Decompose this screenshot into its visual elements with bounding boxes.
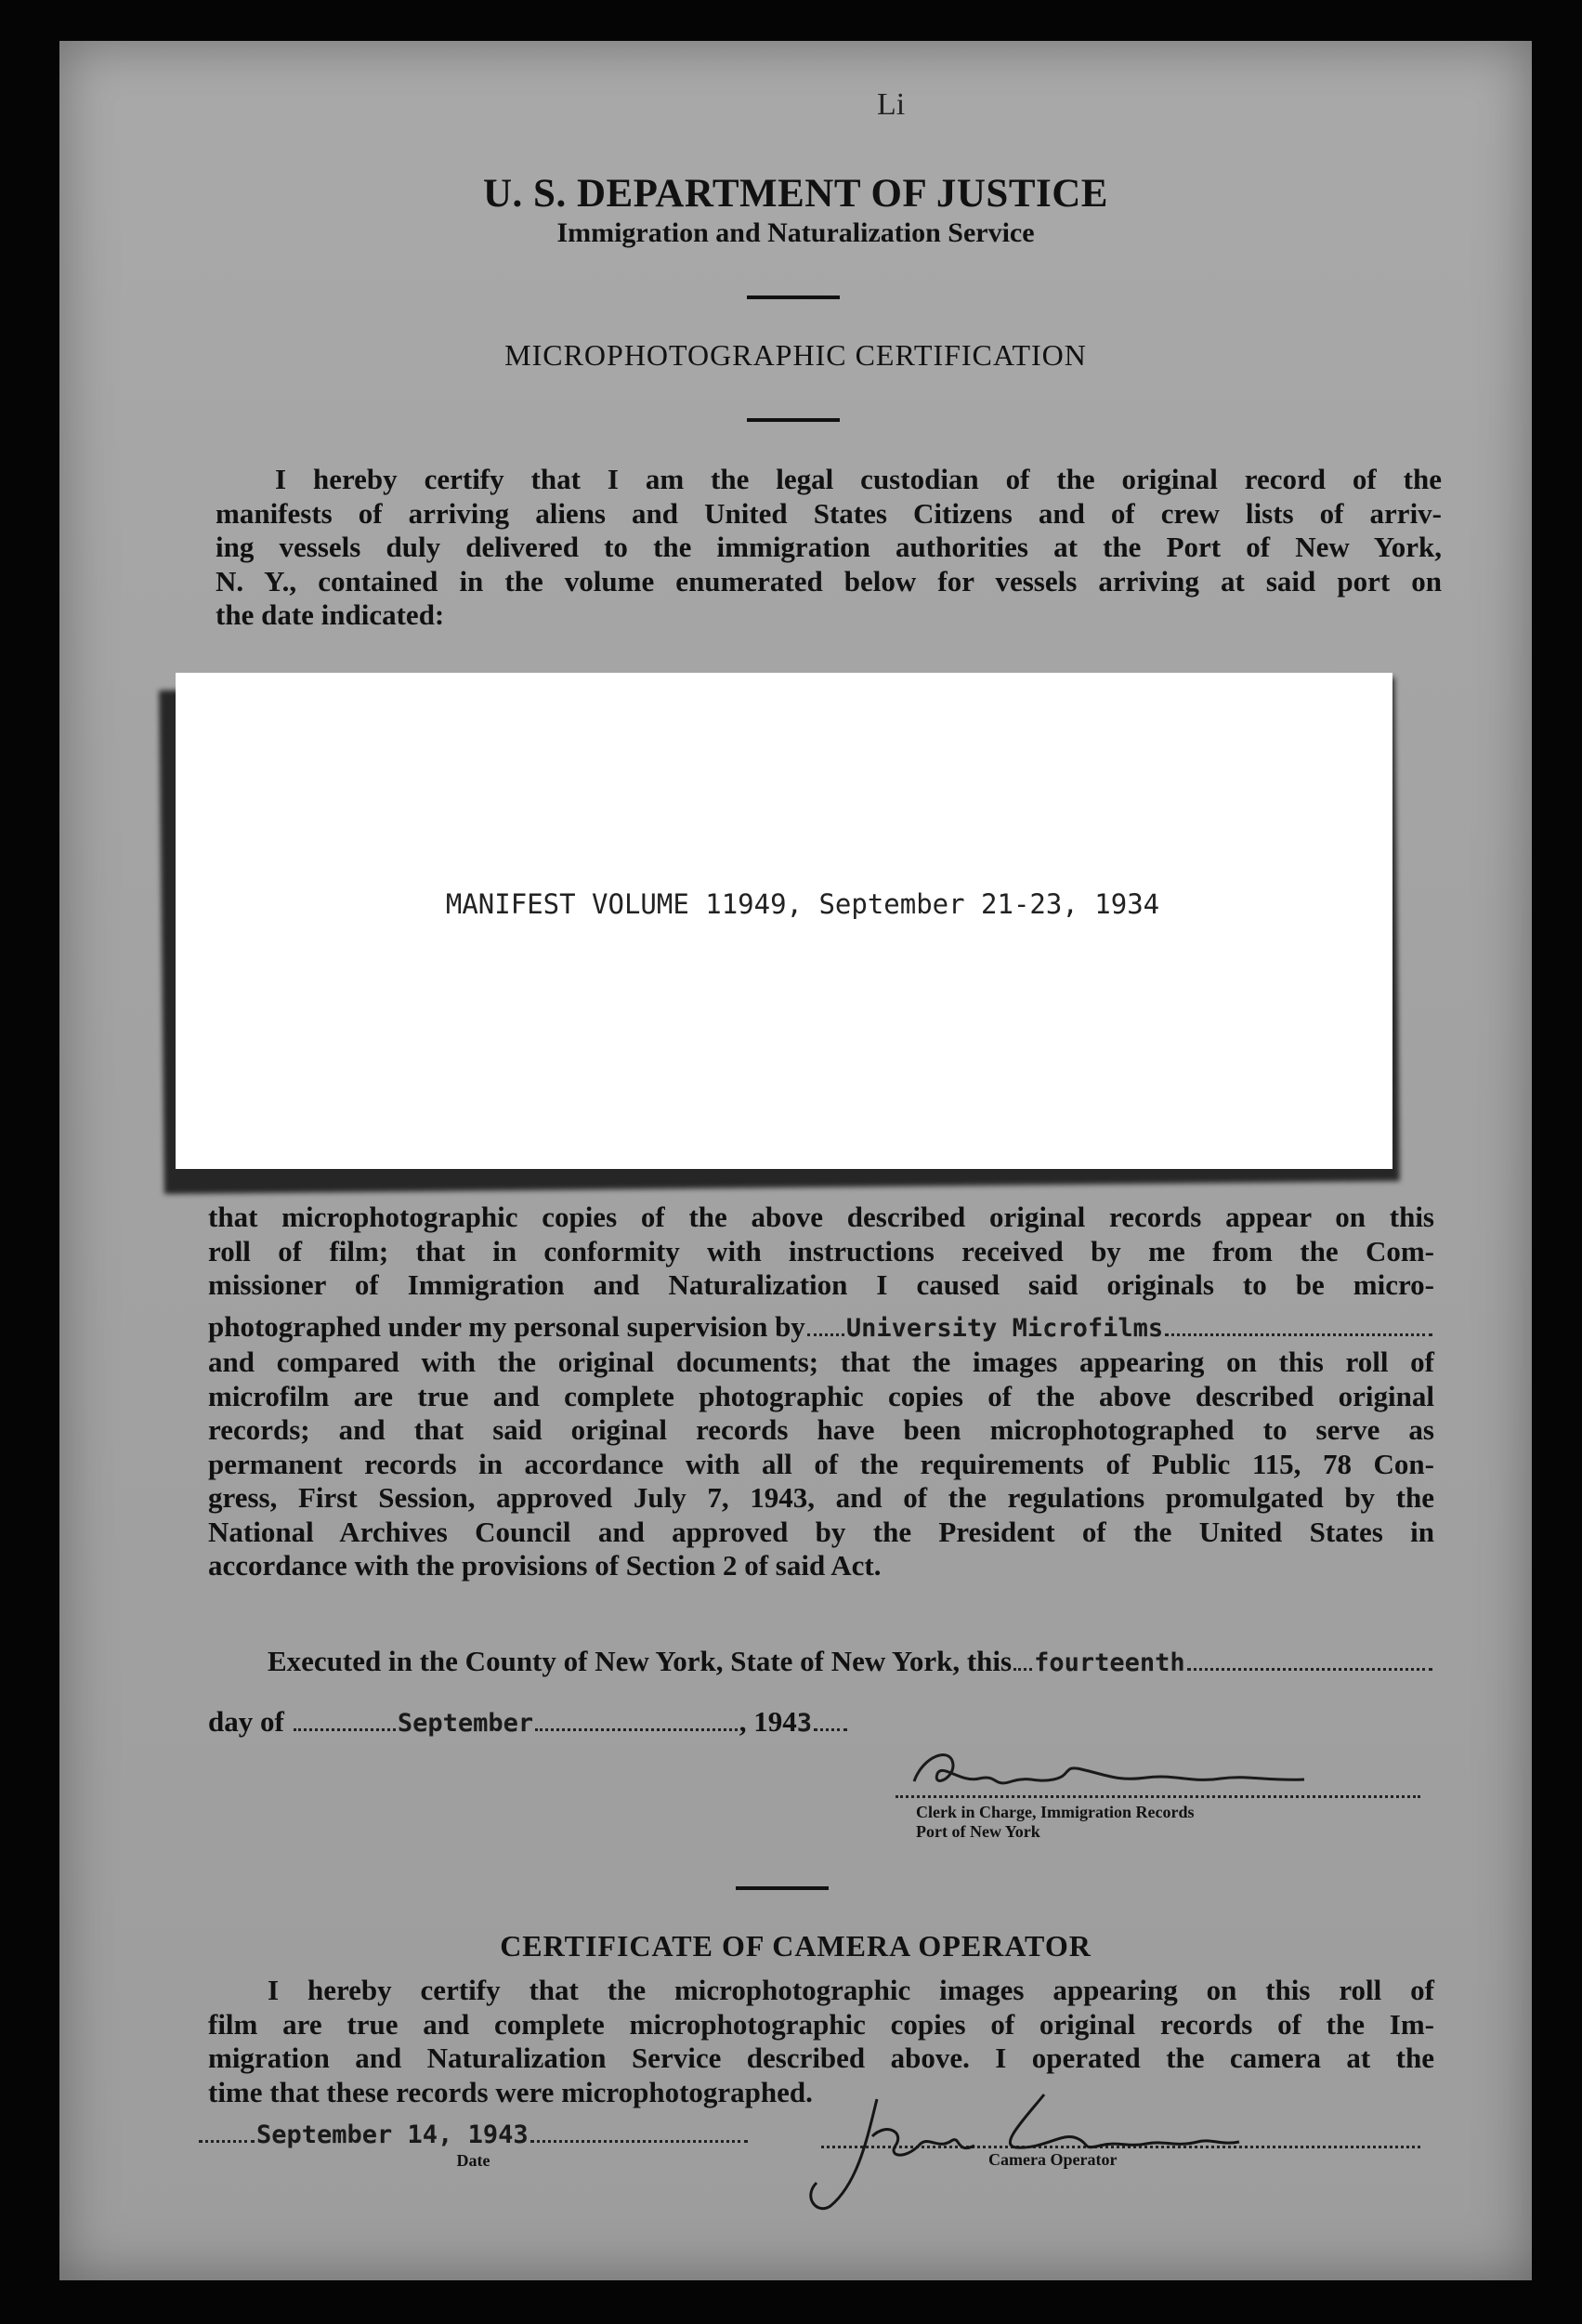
paragraph-line: microfilm are true and complete photographic copies of the above described original (208, 1379, 1434, 1412)
dotted-leader (807, 1333, 844, 1336)
dotted-leader (535, 1728, 738, 1731)
service-subtitle: Immigration and Naturalization Service (556, 217, 1035, 248)
paragraph-line: manifests of arriving aliens and United States Citizens and of crew lists of arriv- (216, 496, 1442, 530)
clerk-title (916, 1803, 1194, 1842)
certificate-sheet (59, 41, 1532, 2280)
paragraph-line: permanent records in accordance with all of the requirements of Public 115, 78 Con- (208, 1447, 1434, 1480)
paragraph-line: I hereby certify that the microphotographic images appearing on this roll of (268, 1974, 1434, 2006)
execution-day-value: fourteenth (1034, 1648, 1185, 1677)
divider (747, 418, 840, 422)
dotted-leader (199, 2140, 255, 2143)
clerk-title-line: Clerk in Charge, Immigration Records (916, 1803, 1195, 1821)
paragraph-line: migration and Naturalization Service described above. I operated the camera at the (208, 2042, 1434, 2074)
supervision-prefix: photographed under my personal supervision by (208, 1309, 805, 1343)
paragraph-line: National Archives Council and approved by the President of the United States in (208, 1515, 1434, 1548)
paragraph-line: ing vessels duly delivered to the immigration authorities at the Port of New York, (216, 531, 1442, 563)
execution-prefix: Executed in the County of New York, State of New York, this (268, 1645, 1013, 1677)
date-field (197, 2120, 750, 2171)
dotted-leader (814, 1728, 847, 1731)
paragraph-line: gress, First Session, approved July 7, 1943, and of the regulations promulgated by the (208, 1481, 1434, 1514)
camera-certificate-title: CERTIFICATE OF CAMERA OPERATOR (500, 1929, 1092, 1963)
dotted-leader (1165, 1333, 1432, 1336)
divider (736, 1886, 829, 1890)
dotted-leader (1013, 1668, 1032, 1671)
clerk-signature (896, 1737, 1341, 1802)
dotted-leader (530, 2140, 748, 2143)
supervisor-value: University Microfilms (845, 1313, 1164, 1343)
clerk-title-line: Port of New York (916, 1822, 1040, 1841)
dotted-leader (1187, 1668, 1432, 1671)
camera-operator-label: Camera Operator (988, 2150, 1118, 2169)
day-of-label: day of (208, 1704, 284, 1738)
volume-slip-text: MANIFEST VOLUME 11949, September 21-23, 1934 (445, 888, 1160, 920)
paragraph-line: the date indicated: (216, 598, 445, 631)
paragraph-line: time that these records were microphotographed. (208, 2075, 813, 2108)
paragraph-line: N. Y., contained in the volume enumerated below for vessels arriving at said port on (216, 564, 1442, 597)
department-title: U. S. DEPARTMENT OF JUSTICE (482, 172, 1108, 216)
paragraph-line: accordance with the provisions of Section 2 of said Act. (208, 1549, 882, 1582)
paragraph-line: I hereby certify that I am the legal custodian of the original record of the (275, 463, 1442, 495)
corner-mark: Li (877, 87, 906, 122)
dotted-leader (294, 1728, 396, 1731)
date-line (208, 1705, 849, 1741)
paragraph-line: that microphotographic copies of the above described original records appear on this (208, 1201, 1434, 1233)
execution-month-value: September (397, 1708, 534, 1738)
paragraph-line: roll of film; that in conformity with instructions received by me from the Com- (208, 1234, 1434, 1267)
divider (747, 295, 840, 299)
year-digit-value: 3 (796, 1708, 812, 1738)
paragraph-line: film are true and complete microphotographic copies of original records of the Im- (208, 2007, 1434, 2041)
volume-slip (176, 673, 1392, 1169)
paragraph-line: and compared with the original documents; that the images appearing on this roll of (208, 1346, 1434, 1378)
supervision-line (208, 1310, 1434, 1346)
certification-title: MICROPHOTOGRAPHIC CERTIFICATION (504, 338, 1087, 372)
paragraph-line: missioner of Immigration and Naturalization I caused said originals to be micro- (208, 1268, 1434, 1301)
year-prefix: , 194 (739, 1704, 797, 1738)
body-paragraph (208, 1201, 1434, 1583)
execution-line (208, 1645, 1434, 1681)
date-line (197, 2120, 750, 2149)
intro-paragraph (216, 463, 1442, 633)
execution-block (208, 1645, 1434, 1740)
camera-date-value: September 14, 1943 (256, 2120, 529, 2149)
paragraph-line: records; and that said original records have been microphotographed to serve as (208, 1413, 1434, 1446)
date-label: Date (456, 2151, 490, 2170)
